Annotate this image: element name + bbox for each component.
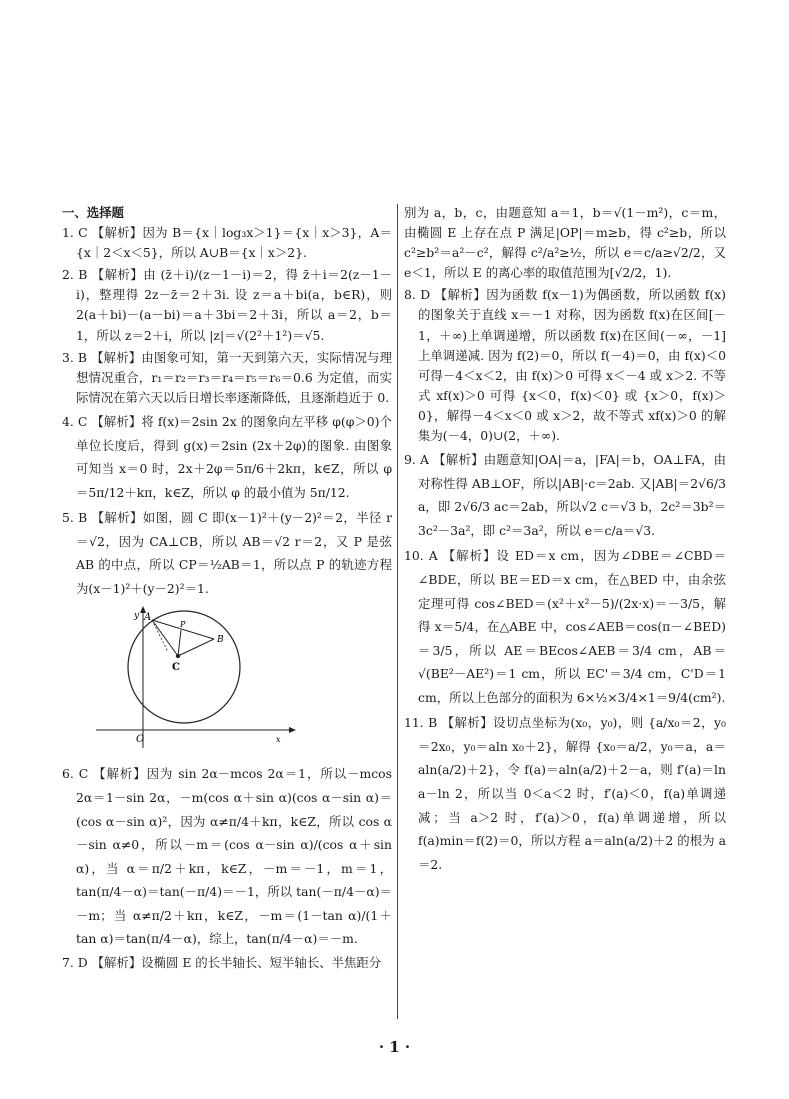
label-a: A bbox=[144, 612, 152, 624]
item-text: D 【解析】因为函数 f(x－1)为偶函数，所以函数 f(x)的图象关于直线 x＝－1 对称，因为函数 f(x)在区间[－1，＋∞)上单调递增，所以函数 f(x)在区间(－∞，－1]上单调递减. 因为 f(2)＝0，所以 f(－4)＝0，由 f(x)＜0 可得－4＜x＜2，由 f(x)＞0 可得 x＜－4 或 x＞2. 不等式 xf(x)＞0 可得 {x＜0，f(x)＜0} 或 {x＞0，f(x)＞0}，解得－4＜x＜0 或 x＞2，故不等式 xf(x)＞0 的解集为(－4，0)∪(2，＋∞). bbox=[418, 287, 726, 444]
item-number: 9. bbox=[404, 452, 416, 468]
label-p: P bbox=[180, 620, 186, 630]
answer-item-6 bbox=[62, 762, 392, 951]
dashed-line bbox=[152, 620, 168, 652]
section-title: 一、选择题 bbox=[62, 205, 124, 220]
page-number: · 1 · bbox=[378, 1038, 411, 1056]
item-number: 10. bbox=[404, 548, 424, 564]
answer-item-5 bbox=[62, 506, 392, 600]
answer-item-1 bbox=[62, 223, 392, 263]
circle-diagram bbox=[88, 606, 298, 754]
answer-item-10 bbox=[404, 544, 726, 709]
left-column bbox=[62, 203, 392, 975]
center-point bbox=[176, 654, 180, 658]
answer-item-2 bbox=[62, 265, 392, 345]
item-text: A 【解析】由题意知|OA|＝a，|FA|＝b，OA⊥FA，由对称性得 AB⊥OF，所以|AB|·c＝2ab. 又|AB|＝2√6/3 a，即 2√6/3 ac＝2ab，所以√2 c＝√3 b，2c²＝3b²＝3c²－3a²，即 c²＝3a²，所以 e＝c/a＝√3. bbox=[418, 452, 726, 538]
answer-item-8 bbox=[404, 285, 726, 446]
circle-figure bbox=[88, 606, 298, 754]
label-x: x bbox=[276, 735, 281, 745]
answer-item-9 bbox=[404, 448, 726, 542]
label-c: C bbox=[172, 662, 180, 674]
item-text: B 【解析】如图，圆 C 即(x－1)²＋(y－2)²＝2，半径 r＝√2，因为 CA⊥CB，所以 AB＝√2 r＝2，又 P 是弦 AB 的中点，所以 CP＝½AB＝1，所以点 P 的轨迹方程为(x－1)²＋(y－2)²＝1. bbox=[76, 510, 392, 596]
item-text: D 【解析】设椭圆 E 的长半轴长、短半轴长、半焦距分 bbox=[77, 954, 382, 970]
item-text: C 【解析】因为 B＝{x｜log₃x＞1}＝{x｜x＞3}，A＝{x｜2＜x＜5}，所以 A∪B＝{x｜x＞2}. bbox=[76, 225, 392, 261]
item-number: 2. bbox=[62, 267, 74, 283]
x-axis-arrow bbox=[289, 727, 296, 733]
item-text: B 【解析】由 (z̄＋i)/(z－1－i)＝2，得 z̄＋i＝2(z－1－i)，整理得 2z－z̄＝2＋3i. 设 z＝a＋bi(a，b∈R)，则 2(a＋bi)－(a－bi)＝a＋3bi＝2＋3i，所以 a＝2，b＝1，所以 z＝2＋i，所以 |z|＝√(2²＋1²)＝√5. bbox=[76, 267, 392, 343]
item-text: C 【解析】因为 sin 2α－mcos 2α＝1，所以－mcos 2α＝1－sin 2α，－m(cos α＋sin α)(cos α－sin α)＝(cos α－sin α)²，因为 α≠π/4＋kπ，k∈Z，所以 cos α－sin α≠0，所以－m＝(cos α－sin α)/(cos α＋sin α)，当 α＝π/2＋kπ，k∈Z，－m＝－1，m＝1，tan(π/4－α)＝tan(－π/4)＝－1，所以 tan(－π/4－α)＝－m；当 α≠π/2＋kπ，k∈Z，－m＝(1－tan α)/(1＋tan α)＝tan(π/4－α)，综上，tan(π/4－α)＝－m. bbox=[76, 766, 392, 947]
answer-item-11 bbox=[404, 711, 726, 876]
label-y: y bbox=[134, 611, 140, 622]
item-text: C 【解析】将 f(x)＝2sin 2x 的图象向左平移 φ(φ＞0)个单位长度后，得到 g(x)＝2sin (2x＋2φ)的图象. 由图象可知当 x＝0 时，2x＋2φ＝5π/6＋2kπ，k∈Z，所以 φ＝5π/12＋kπ，k∈Z，所以 φ 的最小值为 5π/12. bbox=[76, 413, 392, 500]
item-number: 4. bbox=[62, 413, 74, 429]
item-text: B 【解析】由图象可知，第一天到第六天，实际情况与理想情况重合，r₁＝r₂＝r₃＝r₄＝r₅＝r₆＝0.6 为定值，而实际情况在第六天以后日增长率逐渐降低，且逐渐趋近于 0. bbox=[76, 349, 392, 405]
item-text: A 【解析】设 ED＝x cm，因为∠DBE＝∠CBD＝∠BDE，所以 BE＝ED＝x cm，在△BED 中，由余弦定理可得 cos∠BED＝(x²＋x²－5)/(2x·x)＝－3/5，解得 x＝5/4，在△ABE 中，cos∠AEB＝cos(π－∠BED)＝3/5，所以 AE＝BEcos∠AEB＝3/4 cm，AB＝√(BE²－AE²)＝1 cm，所以 EC'＝3/4 cm，C'D＝1 cm，所以上色部分的面积为 6×½×3/4×1＝9/4(cm²). bbox=[418, 548, 726, 705]
label-b: B bbox=[217, 635, 224, 646]
item-number: 1. bbox=[62, 225, 74, 241]
item-number: 8. bbox=[404, 287, 416, 303]
item-number: 3. bbox=[62, 349, 74, 365]
answer-item-4 bbox=[62, 410, 392, 504]
segment-cp bbox=[178, 630, 181, 656]
item-number: 6. bbox=[62, 766, 74, 782]
label-o: O bbox=[136, 734, 145, 746]
segment-ca bbox=[152, 620, 178, 656]
item-number: 11. bbox=[404, 715, 424, 731]
column-divider bbox=[397, 204, 398, 1019]
item-text: B 【解析】设切点坐标为(x₀，y₀)，则 {a/x₀＝2，y₀＝2x₀，y₀＝aln x₀＋2}，解得 {x₀＝a/2，y₀＝a，a＝aln(a/2)＋2}，令 f(a)＝aln(a/2)＋2－a，则 f′(a)＝ln a－ln 2，所以当 0＜a＜2 时，f′(a)＜0，f(a)单调递减；当 a＞2 时，f′(a)＞0，f(a)单调递增，所以 f(a)min＝f(2)＝0，所以方程 a＝aln(a/2)＋2 的根为 a＝2. bbox=[418, 715, 726, 872]
right-column bbox=[404, 203, 726, 878]
segment-cb bbox=[178, 639, 214, 656]
answer-item-7-continued: 别为 a，b，c，由题意知 a＝1，b＝√(1－m²)，c＝m，由椭圆 E 上存在点 P 满足|OP|＝m≥b，得 c²≥b，所以 c²≥b²＝a²－c²，解得 c²/a²≥½，所以 e＝c/a≥√2/2，又 e＜1，所以 E 的离心率的取值范围为[√2/2，1). bbox=[404, 205, 726, 281]
answer-item-3 bbox=[62, 348, 392, 408]
answer-item-7 bbox=[62, 953, 392, 973]
item-number: 7. bbox=[62, 954, 74, 970]
item-number: 5. bbox=[62, 510, 74, 526]
